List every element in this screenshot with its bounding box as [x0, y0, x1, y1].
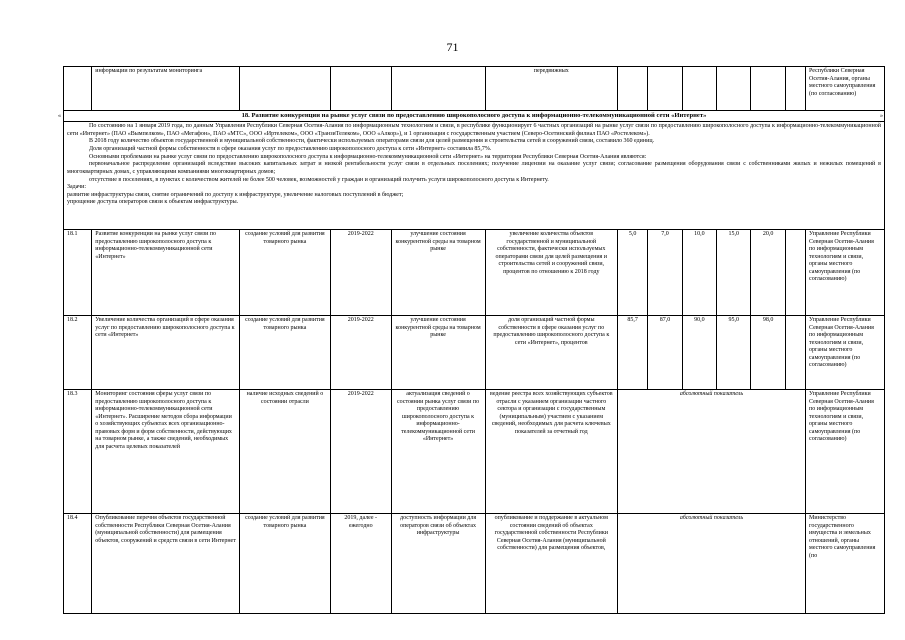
row-number: 18.4 [64, 514, 92, 614]
intro-task-1: развитие инфраструктуры связи, снятие ограничений по доступу к инфраструктуре, увеличение налоговых поступлений в бюджет; [67, 191, 404, 198]
continuation-resp-cell: Республики Северная Осетия-Алания, органы местного самоуправления (по согласованию) [806, 67, 885, 111]
measure-name: Опубликование перечня объектов государственной собственности Республики Северная Осетия-Алания (муниципальной собственности) для размещения объектов, сооружений и средств связи в сети Интернет [92, 514, 240, 614]
continuation-indicator-cell: передвижных [485, 67, 617, 111]
measure-indicator: увеличение количества объектов государственной и муниципальной собственности, фактически используемых операторами связи для целей размещения и строительства сетей и сооружений связи, процентов по отношению к 2018 году [485, 230, 617, 316]
indicator-value-2020: 10,0 [682, 230, 716, 316]
intro-paragraph-3: Доля организаций частной формы собственности в сфере оказания услуг по предоставлению широкополосного доступа к сети «Интернет» составила 85,7%. [89, 146, 492, 153]
measure-result: улучшение состояния конкурентной среды на товарном рынке [391, 316, 485, 390]
section-intro-row [64, 122, 885, 230]
measure-result: улучшение состояния конкурентной среды на товарном рынке [391, 230, 485, 316]
responsible-executor: Управление Республики Северная Осетия-Алания по информационным технологиям и связи, органы местного самоуправления (по согласованию) [806, 316, 885, 390]
page-number: 71 [446, 40, 459, 54]
intro-paragraph-6: отсутствие в поселениях, в пунктах с количеством жителей не более 500 человек, возможностей у граждан и организаций получить услуги широкополосного доступа к Интернету. [89, 176, 549, 183]
measure-result: доступность информации для операторов связи об объектах инфраструктуры [391, 514, 485, 614]
section-title-row [64, 111, 885, 122]
measure-period: 2019-2022 [330, 316, 391, 390]
measure-name: Увеличение количества организаций в сфере оказания услуг по предоставлению широкополосного доступа к сети «Интернет» [92, 316, 240, 390]
indicator-value-2018: 5,0 [618, 230, 648, 316]
intro-paragraph-1: По состоянию на 1 января 2019 года, по данным Управления Республики Северная Осетия-Алания по информационным технологиям и связи, в республике функционирует 6 частных организаций на рынке услуг связи по предоставлению широкополосного доступа к информационно-телекоммуникационной сети «Интернет» (ПАО «Вымпелком», ПАО «Мегафон», ПАО «МТС», ООО «Иртелеком», ООО «ТранзиТелеком», ООО «Алкор»), и 1 организация с государственным участием (Северо-Осетинский филиал ПАО «Ростелеком»). [67, 123, 881, 137]
section-title: 18. Развитие конкуренции на рынке услуг связи по предоставлению широкополосного доступа к информационно-телекоммуникационной сети «Интернет» [64, 111, 885, 122]
row-number: 18.2 [64, 316, 92, 390]
row-number: 18.1 [64, 230, 92, 316]
measure-goal: создание условий для развития товарного рынка [239, 316, 330, 390]
indicator-value-2022: 20,0 [751, 230, 785, 316]
table-row [64, 230, 885, 316]
measure-indicator: ведение реестра всех хозяйствующих субъектов отрасли с указанием организации частного сектора и организации с государственным (муниципальным) участием с указанием сведений, необходимых для расчета ключевых показателей за отчетный год [485, 390, 617, 514]
table-row [64, 514, 885, 614]
row-number: 18.3 [64, 390, 92, 514]
indicator-value-2018: 85,7 [618, 316, 648, 390]
table-row [64, 316, 885, 390]
intro-paragraph-2: В 2018 году количество объектов государственной и муниципальной собственности, фактически используемых операторами связи для целей размещения и строительства сетей и сооружений связи, составило 360 единиц. [89, 138, 655, 145]
indicator-value-2020: 90,0 [682, 316, 716, 390]
program-table-frame [63, 66, 885, 640]
responsible-executor: Министерство государственного имущества и земельных отношений, органы местного самоуправления (по [806, 514, 885, 614]
section-intro [64, 122, 885, 230]
measure-period: 2019, далее - ежегодно [330, 514, 391, 614]
responsible-executor: Управление Республики Северная Осетия-Алания по информационным технологиям и связи, органы местного самоуправления (по согласованию) [806, 230, 885, 316]
intro-task-2: упрощение доступа операторов связи к объектам инфраструктуры. [67, 199, 239, 206]
measure-name: Развитие конкуренции на рынке услуг связи по предоставлению широкополосного доступа к информационно-телекоммуникационной сети «Интернет» [92, 230, 240, 316]
measure-goal: создание условий для развития товарного рынка [239, 514, 330, 614]
indicator-value-2021: 95,0 [717, 316, 751, 390]
measure-indicator: опубликование и поддержание в актуальном состоянии сведений об объектах государственной собственности Республики Северная Осетия-Алания (муниципальной собственности) для размещения объектов, [485, 514, 617, 614]
table-row [64, 390, 885, 514]
measure-name: Мониторинг состояния сферы услуг связи по предоставлению широкополосного доступа к информационно-телекоммуникационной сети «Интернет». Расширение методов сбора информации о хозяйствующих субъектах всех организационно-правовых форм и форм собственности, действующих на товарном рынке, а также сведений, необходимых для расчета целевых показателей [92, 390, 240, 514]
responsible-executor: Управление Республики Северная Осетия-Алания по информационным технологиям и связи, органы местного самоуправления (по согласованию) [806, 390, 885, 514]
measure-goal: наличие исходных сведений о состоянии отрасли [239, 390, 330, 514]
program-table [63, 66, 885, 614]
intro-tasks-heading: Задачи: [67, 184, 87, 191]
measure-period: 2019-2022 [330, 230, 391, 316]
indicator-value-2019: 7,0 [648, 230, 682, 316]
measure-result: актуализация сведений о состоянии рынка услуг связи по предоставлению широкополосного доступа к информационно-телекоммуникационной сети «Интернет» [391, 390, 485, 514]
absolute-indicator-note: абсолютный показатель [618, 390, 806, 514]
intro-paragraph-4: Основными проблемами на рынке услуг связи по предоставлению широкополосного доступа к информационно-телекоммуникационной сети «Интернет» на территории Республики Северная Осетия-Алания являются: [89, 153, 647, 160]
measure-goal: создание условий для развития товарного рынка [239, 230, 330, 316]
measure-indicator: доля организаций частной формы собственности в сфере оказания услуг по предоставлению широкополосного доступа к сети «Интернет», процентов [485, 316, 617, 390]
section-marker-right: » [880, 113, 883, 119]
indicator-value-2019: 87,0 [648, 316, 682, 390]
section-marker-left: « [58, 113, 61, 119]
indicator-value-2021: 15,0 [717, 230, 751, 316]
intro-paragraph-5: первоначальное распределение организаций вследствие высоких капитальных затрат и низкой рентабельности услуг связи в отдельных поселениях; получение лицензии на оказание услуг связи; согласование размещения оборудования связи с собственниками жилых и нежилых помещений в многоквартирных домах, с управляющими компаниями многоквартирных домов; [67, 161, 881, 175]
table-row-continuation [64, 67, 885, 111]
continuation-name-cell: информации по результатам мониторинга [92, 67, 240, 111]
measure-period: 2019-2022 [330, 390, 391, 514]
absolute-indicator-note: абсолютный показатель [618, 514, 806, 614]
indicator-value-2022: 98,0 [751, 316, 785, 390]
